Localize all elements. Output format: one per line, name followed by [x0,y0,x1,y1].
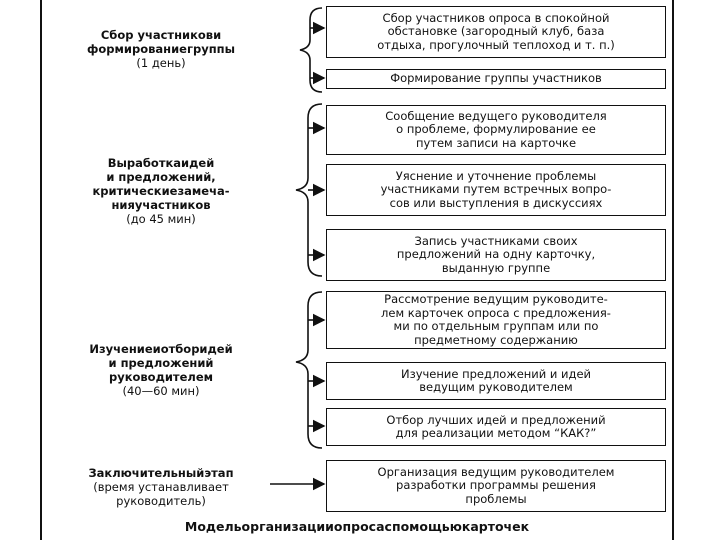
step-text: Рассмотрение ведущим руководите- лем карточек опроса с предложения- ми по отдельным группам или по предметному содержанию [381,292,611,347]
step-text: Запись участниками своих предложений на одну карточку, выданную группе [396,233,596,275]
phase-duration: (1 день) [136,56,186,70]
bracket-collection [300,8,322,92]
step-box [326,460,666,512]
step-text: Отбор лучших идей и предложений для реализации методом “КАК?” [386,412,606,440]
step-box [326,164,666,216]
phase-duration: (до 45 мин) [126,212,196,226]
phase-title: Сбор участникови формированиегруппы [86,28,235,56]
step-text: Уяснение и уточнение проблемы участниками путем встречных вопро- сов или выступления в дискуссиях [380,168,612,210]
step-box [326,408,666,446]
phase-title: Выработкаидей и предложений, критическиезамеча- нияучастников [92,156,230,212]
step-text: Изучение предложений и идей ведущим руководителем [400,366,591,394]
step-box [326,105,666,155]
step-box [326,291,666,349]
step-text: Сообщение ведущего руководителя о проблеме, формулирование ее путем записи на карточке [385,108,607,150]
bracket-selection [296,292,322,448]
step-box [326,6,666,58]
step-box [326,362,666,400]
step-box [326,229,666,281]
step-text: Сбор участников опроса в спокойной обстановке (загородный клуб, база отдыха, прогулочный теплоход и т. п.) [377,10,615,52]
diagram-caption: Модельорганизацииопросаспомощьюкарточек [184,519,530,534]
phase-title: Изучениеиотборидей и предложений руководителем [89,342,233,384]
phase-title: Заключительныйэтап [88,466,234,480]
step-box [326,69,666,89]
phase-duration: (время устанавливает руководитель) [93,480,229,508]
step-text: Формирование группы участников [390,71,602,86]
step-text: Организация ведущим руководителем разработки программы решения проблемы [377,464,615,506]
phase-duration: (40—60 мин) [122,384,200,398]
